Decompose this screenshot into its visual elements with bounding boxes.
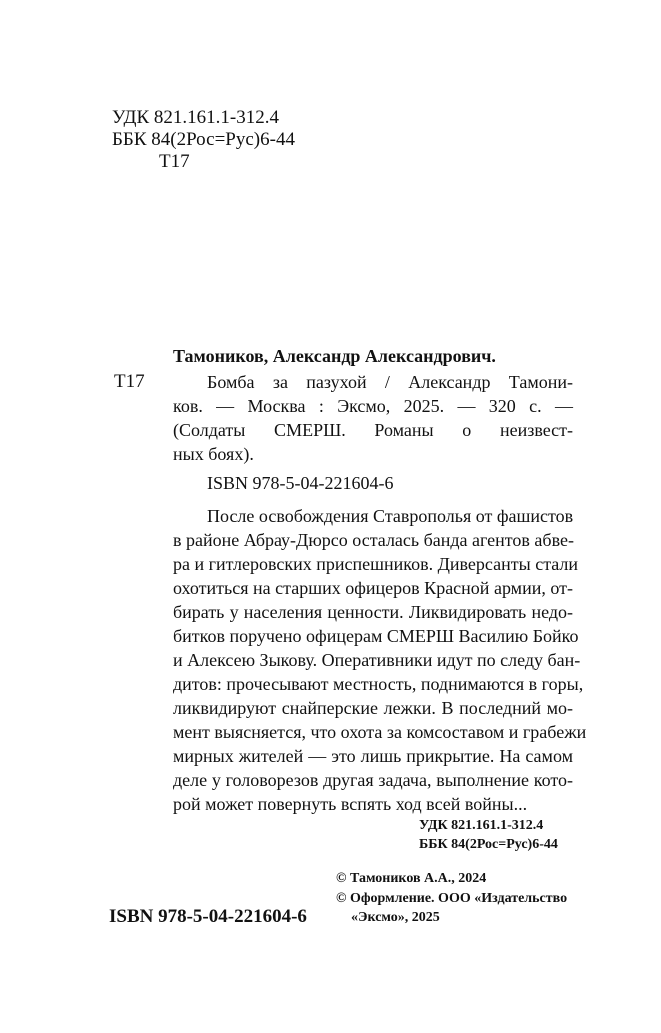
bbk-code: ББК 84(2Рос=Рус)6-44 (112, 129, 295, 150)
annotation-line: После освобождения Ставрополья от фашистов (207, 506, 574, 526)
author-mark: Т17 (159, 151, 190, 172)
annotation-line: ра и гитлеровских приспешников. Диверсанты стали (173, 554, 579, 574)
annotation-line: бирать у населения ценности. Ликвидировать недо- (173, 602, 573, 622)
annotation-line: охотиться на старших офицеров Красной армии, от- (173, 578, 573, 598)
udk-code: УДК 821.161.1-312.4 (112, 107, 279, 128)
annotation-line: дитов: прочесывают местность, поднимаются в горы, (173, 674, 584, 694)
copyright-design-cont: «Эксмо», 2025 (351, 910, 440, 925)
footer-isbn: ISBN 978-5-04-221604-6 (109, 906, 307, 927)
bbk-code-small: ББК 84(2Рос=Рус)6-44 (419, 837, 558, 852)
copyright-design: © Оформление. ООО «Издательство (336, 891, 568, 906)
annotation-line: и Алексею Зыкову. Оперативники идут по следу бан- (173, 650, 581, 670)
annotation-line: рой может повернуть вспять ход всей войны... (173, 794, 528, 814)
udk-code-small: УДК 821.161.1-312.4 (419, 818, 544, 833)
entry-author-mark: Т17 (114, 371, 145, 392)
annotation-line: мент выясняется, что охота за комсоставом и грабежи (173, 722, 587, 742)
description-line: (Солдаты СМЕРШ. Романы о неизвест- (173, 420, 573, 440)
description-line: ков. — Москва : Эксмо, 2025. — 320 с. — (173, 396, 573, 416)
annotation-line: битков поручено офицерам СМЕРШ Василию Бойко (173, 626, 579, 646)
description-line: Бомба за пазухой / Александр Тамони- (207, 372, 573, 392)
annotation-line: мирных жителей — это лишь прикрытие. На самом (173, 746, 573, 766)
description-line: ных боях). (173, 444, 254, 464)
author-heading: Тамоников, Александр Александрович. (173, 346, 496, 366)
entry-isbn: ISBN 978-5-04-221604-6 (207, 473, 394, 493)
copyright-author: © Тамоников А.А., 2024 (336, 871, 487, 886)
annotation-line: деле у головорезов другая задача, выполнение кото- (173, 770, 573, 790)
annotation-line: ликвидируют снайперские лежки. В последний мо- (173, 698, 573, 718)
annotation-line: в районе Абрау-Дюрсо осталась банда агентов абве- (173, 530, 574, 550)
